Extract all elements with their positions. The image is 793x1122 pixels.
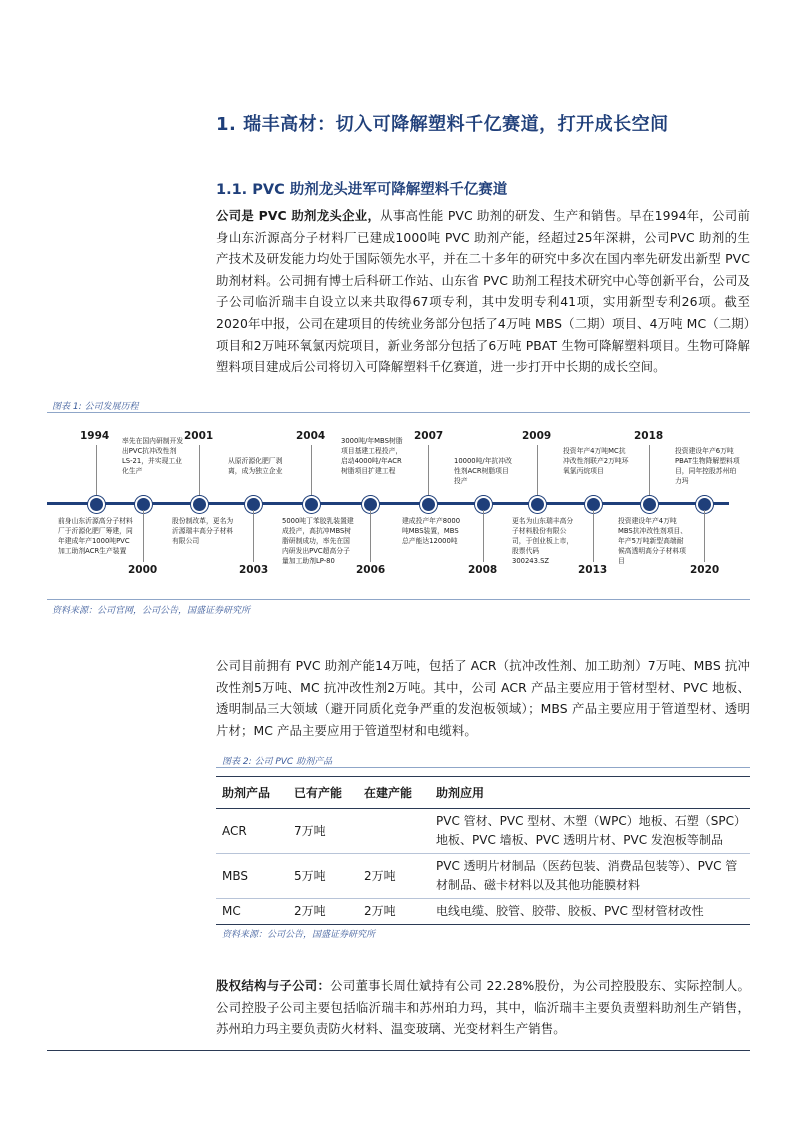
timeline-note-2003: 股份制改革，更名为沂源瑞丰高分子材料有限公司 bbox=[172, 517, 234, 545]
col-header-existing: 已有产能 bbox=[288, 777, 358, 809]
timeline-stem bbox=[537, 445, 538, 500]
figure2-source: 资料来源：公司公告，国盛证券研究所 bbox=[222, 930, 376, 940]
ownership-lead: 股权结构与子公司： bbox=[216, 978, 331, 993]
cell-existing: 2万吨 bbox=[288, 899, 358, 925]
timeline-note-2020: 投资建设年产4万吨MBS抗冲改性剂项目、年产5万吨新型高端耐候高透明高分子材料项目 bbox=[618, 517, 688, 565]
timeline-year-2006: 2006 bbox=[356, 564, 386, 576]
timeline-note-2018: 投资建设年产6万吨PBAT生物降解塑料项目，同年控股苏州珀力玛 bbox=[675, 447, 740, 485]
ownership-body: 公司董事长周仕斌持有公司 22.28%股份，为公司控股股东、实际控制人。公司控股子公司主要包括临沂瑞丰和苏州珀力玛，其中，临沂瑞丰主要负责塑料助剂生产销售，苏州珀力玛主要负责防火材料、温变玻璃、光变材料生产销售。 bbox=[216, 978, 750, 1037]
timeline-year-2001: 2001 bbox=[184, 430, 214, 442]
table-header-row bbox=[216, 777, 750, 809]
timeline-node bbox=[88, 496, 105, 513]
figure2-caption: 图表 2: 公司 PVC 助剂产品 bbox=[222, 757, 333, 767]
timeline-stem bbox=[143, 510, 144, 562]
timeline-year-2003: 2003 bbox=[239, 564, 269, 576]
cell-product: MC bbox=[216, 899, 288, 925]
timeline-year-2004: 2004 bbox=[296, 430, 326, 442]
cell-application: 电线电缆、胶管、胶带、胶板、PVC 型材管材改性 bbox=[430, 899, 750, 925]
cell-product: ACR bbox=[216, 809, 288, 854]
col-header-product: 助剂产品 bbox=[216, 777, 288, 809]
figure1-caption: 图表 1: 公司发展历程 bbox=[52, 402, 139, 412]
capacity-paragraph: 公司目前拥有 PVC 助剂产能14万吨，包括了 ACR（抗冲改性剂、加工助剂）7万吨、MBS 抗冲改性剂5万吨、MC 抗冲改性剂2万吨。其中，公司 ACR 产品主要应用于管材型材、PVC 地板、透明制品三大领域（避开同质化竞争严重的发泡板领域）；MBS 产品主要应用于管道型材、透明片材；MC 产品主要应用于管道型材和电缆料。 bbox=[216, 658, 750, 738]
timeline-stem bbox=[199, 445, 200, 500]
timeline-stem bbox=[370, 510, 371, 562]
timeline-year-2013: 2013 bbox=[578, 564, 608, 576]
cell-building: 2万吨 bbox=[358, 899, 430, 925]
timeline-year-2008: 2008 bbox=[468, 564, 498, 576]
table-row bbox=[216, 854, 750, 899]
timeline-note-2001: 从原沂源化肥厂剥离，成为独立企业 bbox=[228, 457, 283, 475]
timeline-stem bbox=[253, 510, 254, 562]
timeline-node bbox=[420, 496, 437, 513]
timeline-note-2007: 10000吨/年抗冲改性剂ACR树脂项目投产 bbox=[454, 457, 512, 485]
cell-product: MBS bbox=[216, 854, 288, 899]
timeline-stem bbox=[593, 510, 594, 562]
timeline-note-1994: 率先在国内研制开发出PVC抗冲改性剂LS-21，并实现工业化生产 bbox=[122, 437, 184, 475]
cell-building bbox=[358, 809, 430, 854]
section-heading-1-1: 1.1. PVC 助剂龙头进军可降解塑料千亿赛道 bbox=[216, 182, 508, 198]
col-header-building: 在建产能 bbox=[358, 777, 430, 809]
ownership-paragraph bbox=[216, 975, 750, 1040]
timeline-stem bbox=[311, 445, 312, 500]
cell-building: 2万吨 bbox=[358, 854, 430, 899]
figure1-bottom-rule bbox=[47, 599, 750, 600]
timeline-stem bbox=[649, 445, 650, 500]
timeline-note-2000: 前身山东沂源高分子材料厂于沂源化肥厂筹建，同年建成年产1000吨PVC加工助剂ACR生产装置 bbox=[58, 517, 133, 555]
timeline-note-2006: 5000吨丁苯胶乳装置建成投产，高抗冲MBS树脂研制成功，率先在国内研发出PVC超高分子量加工助剂LP-80 bbox=[282, 517, 354, 565]
timeline-year-1994: 1994 bbox=[80, 430, 110, 442]
timeline-note-2009: 投资年产4万吨MC抗冲改性剂联产2万吨环氧氯丙烷项目 bbox=[563, 447, 629, 475]
timeline-node bbox=[641, 496, 658, 513]
intro-body: 从事高性能 PVC 助剂的研发、生产和销售。早在1994年，公司前身山东沂源高分子材料厂已建成1000吨 PVC 助剂产能，经超过25年深耕，公司PVC 助剂的生产技术及研发能力均处于国际领先水平，并在二十多年的研究中多次在国内率先研发出新型 PVC 助剂材料。公司拥有博士后科研工作站、山东省 PVC 助剂工程技术研究中心等创新平台，公司及子公司临沂瑞丰自设立以来共取得67项专利，其中发明专利41项，实用新型专利26项。截至2020年中报，公司在建项目的传统业务部分包括了4万吨 MBS（二期）项目、4万吨 MC（二期）项目和2万吨环氧氯丙烷项目，新业务部分包括了6万吨 PBAT 生物可降解塑料项目。生物可降解塑料项目建成后公司将切入可降解塑料千亿赛道，进一步打开中长期的成长空间。 bbox=[216, 208, 750, 375]
cell-application: PVC 管材、PVC 型材、木塑（WPC）地板、石塑（SPC）地板、PVC 墙板、PVC 透明片材、PVC 发泡板等制品 bbox=[430, 809, 750, 854]
col-header-application: 助剂应用 bbox=[430, 777, 750, 809]
timeline-note-2004: 3000吨/年MBS树脂项目基建工程投产，启动4000吨/年ACR树脂项目扩建工程 bbox=[341, 437, 403, 475]
timeline-stem bbox=[704, 510, 705, 562]
table-row bbox=[216, 809, 750, 854]
pvc-additive-table bbox=[216, 776, 750, 925]
timeline-stem bbox=[428, 445, 429, 500]
timeline-year-2007: 2007 bbox=[414, 430, 444, 442]
timeline-node bbox=[191, 496, 208, 513]
timeline-note-2013: 更名为山东瑞丰高分子材料股份有限公司，于创业板上市，股票代码300243.SZ bbox=[512, 517, 574, 565]
timeline-year-2000: 2000 bbox=[128, 564, 158, 576]
page-footer-rule bbox=[47, 1050, 750, 1051]
cell-existing: 5万吨 bbox=[288, 854, 358, 899]
table-row bbox=[216, 899, 750, 925]
timeline-year-2009: 2009 bbox=[522, 430, 552, 442]
timeline-node bbox=[529, 496, 546, 513]
timeline-stem bbox=[96, 445, 97, 500]
figure2-top-rule bbox=[216, 767, 750, 768]
timeline-note-2008: 建成投产年产8000吨MBS装置，MBS总产能达12000吨 bbox=[402, 517, 461, 545]
timeline-year-2018: 2018 bbox=[634, 430, 664, 442]
cell-existing: 7万吨 bbox=[288, 809, 358, 854]
cell-application: PVC 透明片材制品（医药包装、消费品包装等）、PVC 管材制品、磁卡材料以及其他功能膜材料 bbox=[430, 854, 750, 899]
timeline-node bbox=[303, 496, 320, 513]
timeline-year-2020: 2020 bbox=[690, 564, 720, 576]
section-heading-1: 1. 瑞丰高材：切入可降解塑料千亿赛道，打开成长空间 bbox=[216, 114, 669, 135]
figure1-source: 资料来源：公司官网，公司公告，国盛证券研究所 bbox=[52, 606, 251, 616]
timeline-stem bbox=[483, 510, 484, 562]
intro-lead: 公司是 PVC 助剂龙头企业， bbox=[216, 208, 381, 223]
